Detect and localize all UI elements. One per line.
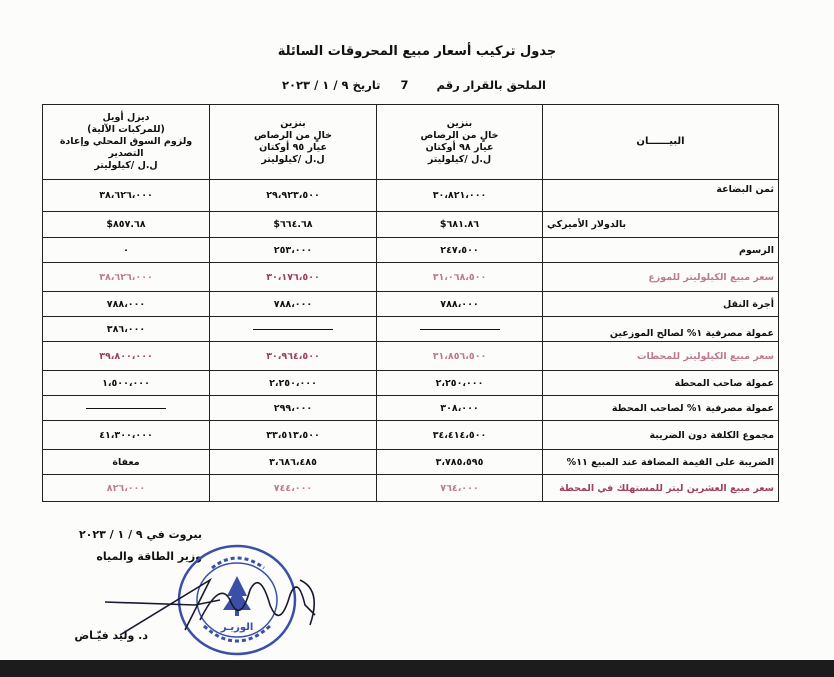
row-label: عمولة صاحب المحطة <box>543 371 779 396</box>
header-gasoline-98 <box>377 105 543 180</box>
cell-value: ٣٠،٨٢١،٠٠٠ <box>377 180 543 212</box>
cell-value: ٦٨١.٨٦$ <box>377 212 543 238</box>
header-line: ديزل أويل <box>102 112 150 123</box>
header-line: عيار ٩٥ أوكتان <box>259 142 327 153</box>
row-label: سعر مبيع العشرين ليتر للمستهلك في المحطة <box>543 475 779 502</box>
table-row <box>43 292 779 317</box>
table-row <box>43 421 779 450</box>
decision-reference <box>282 78 546 92</box>
header-line: بنزين <box>280 118 306 129</box>
row-label: سعر مبيع الكيلوليتر للموزع <box>543 263 779 292</box>
cell-value: ٣٨،٦٢٦،٠٠٠ <box>43 180 210 212</box>
cell-value: ٣٠،١٧٦،٥٠٠ <box>210 263 377 292</box>
cell-value: ٧٨٨،٠٠٠ <box>377 292 543 317</box>
cell-value: ٣،٧٨٥،٥٩٥ <box>377 450 543 475</box>
cell-value: ٣١،٠٦٨،٥٠٠ <box>377 263 543 292</box>
cell-value: ٣٩،٨٠٠،٠٠٠ <box>43 342 210 371</box>
table-row <box>43 212 779 238</box>
cell-value: ٢،٢٥٠،٠٠٠ <box>210 371 377 396</box>
header-line: ل.ل /كيلوليتر <box>261 154 325 165</box>
header-line: ل.ل /كيلوليتر <box>94 160 158 171</box>
cell-value: ٢،٢٥٠،٠٠٠ <box>377 371 543 396</box>
header-line: خالٍ من الرصاص <box>254 130 332 141</box>
cell-value: ٣٨٦،٠٠٠ <box>43 317 210 342</box>
row-label: بالدولار الأميركي <box>543 212 779 238</box>
cell-value: ٢٤٧،٥٠٠ <box>377 238 543 263</box>
stamp-inner-text: الوزيـر <box>220 622 254 633</box>
table-row <box>43 238 779 263</box>
cell-value: ٧٦٤،٠٠٠ <box>377 475 543 502</box>
bottom-bar <box>0 660 834 677</box>
header-line: ولزوم السوق المحلي وإعادة التصدير <box>59 136 193 159</box>
decision-label: الملحق بالقرار رقم <box>436 78 546 92</box>
cell-value: ٨٥٧.٦٨$ <box>43 212 210 238</box>
table-row <box>43 180 779 212</box>
header-line: (للمركبات الآلية) <box>87 124 165 135</box>
cell-value: معفاة <box>43 450 210 475</box>
row-label: أجرة النقل <box>543 292 779 317</box>
cell-value: ٤١،٣٠٠،٠٠٠ <box>43 421 210 450</box>
decision-date: ٩ / ١ / ٢٠٢٣ <box>282 78 349 92</box>
cell-value: ٢٩٩،٠٠٠ <box>210 396 377 421</box>
cell-value: ٠ <box>43 238 210 263</box>
signature-place-date: بيروت في ٩ / ١ / ٢٠٢٣ <box>78 528 202 541</box>
cell-value: ٣٣،٥١٣،٥٠٠ <box>210 421 377 450</box>
table-row <box>43 342 779 371</box>
header-label: البيــــــان <box>543 105 779 180</box>
header-gasoline-95 <box>210 105 377 180</box>
signature-name: د. وليد فيّـاض <box>74 629 148 642</box>
cell-value: ٣١،٨٥٦،٥٠٠ <box>377 342 543 371</box>
row-label: الرسوم <box>543 238 779 263</box>
table-row <box>43 371 779 396</box>
table-header-row <box>43 105 779 180</box>
row-label: عمولة مصرفية ١% لصاحب المحطة <box>543 396 779 421</box>
decision-number: 7 <box>400 78 409 92</box>
table-row <box>43 317 779 342</box>
document-title: جدول تركيب أسعار مبيع المحروقات السائلة <box>277 44 557 59</box>
table-row <box>43 263 779 292</box>
row-label: ثمن البضاعة <box>543 180 779 212</box>
signature-role: وزير الطاقة والمياه <box>96 550 202 563</box>
cell-value: ٦٦٤.٦٨$ <box>210 212 377 238</box>
cell-dash <box>43 396 210 421</box>
table-row <box>43 450 779 475</box>
cell-value: ٧٨٨،٠٠٠ <box>43 292 210 317</box>
header-line: خالٍ من الرصاص <box>420 130 499 141</box>
cell-value: ٨٢٦،٠٠٠ <box>43 475 210 502</box>
row-label: سعر مبيع الكيلوليتر للمحطات <box>543 342 779 371</box>
cell-value: ٣٤،٤١٤،٥٠٠ <box>377 421 543 450</box>
cell-value: ١،٥٠٠،٠٠٠ <box>43 371 210 396</box>
table-row <box>43 475 779 502</box>
row-label: الضريبة على القيمة المضافة عند المبيع ١١% <box>543 450 779 475</box>
cell-dash <box>377 317 543 342</box>
header-diesel <box>43 105 210 180</box>
row-label: مجموع الكلفة دون الضريبة <box>543 421 779 450</box>
cell-value: ٣٨،٦٢٦،٠٠٠ <box>43 263 210 292</box>
header-line: ل.ل /كيلوليتر <box>427 154 492 165</box>
cell-value: ٣٠٨،٠٠٠ <box>377 396 543 421</box>
cell-value: ٧٨٨،٠٠٠ <box>210 292 377 317</box>
cell-dash <box>210 317 377 342</box>
cell-value: ٢٩،٩٢٣،٥٠٠ <box>210 180 377 212</box>
cell-value: ٢٥٣،٠٠٠ <box>210 238 377 263</box>
cell-value: ٣،٦٨٦،٤٨٥ <box>210 450 377 475</box>
price-structure-table <box>42 104 779 502</box>
cell-value: ٧٤٤،٠٠٠ <box>210 475 377 502</box>
header-line: بنزين <box>446 118 473 129</box>
signature-stroke <box>105 580 315 635</box>
header-line: عيار ٩٨ أوكتان <box>425 142 494 153</box>
row-label: عمولة مصرفية ١% لصالح الموزعين <box>543 317 779 342</box>
table-row <box>43 396 779 421</box>
cell-value: ٣٠،٩٦٤،٥٠٠ <box>210 342 377 371</box>
handwritten-signature <box>100 560 330 640</box>
date-label: تاريخ <box>352 78 381 92</box>
